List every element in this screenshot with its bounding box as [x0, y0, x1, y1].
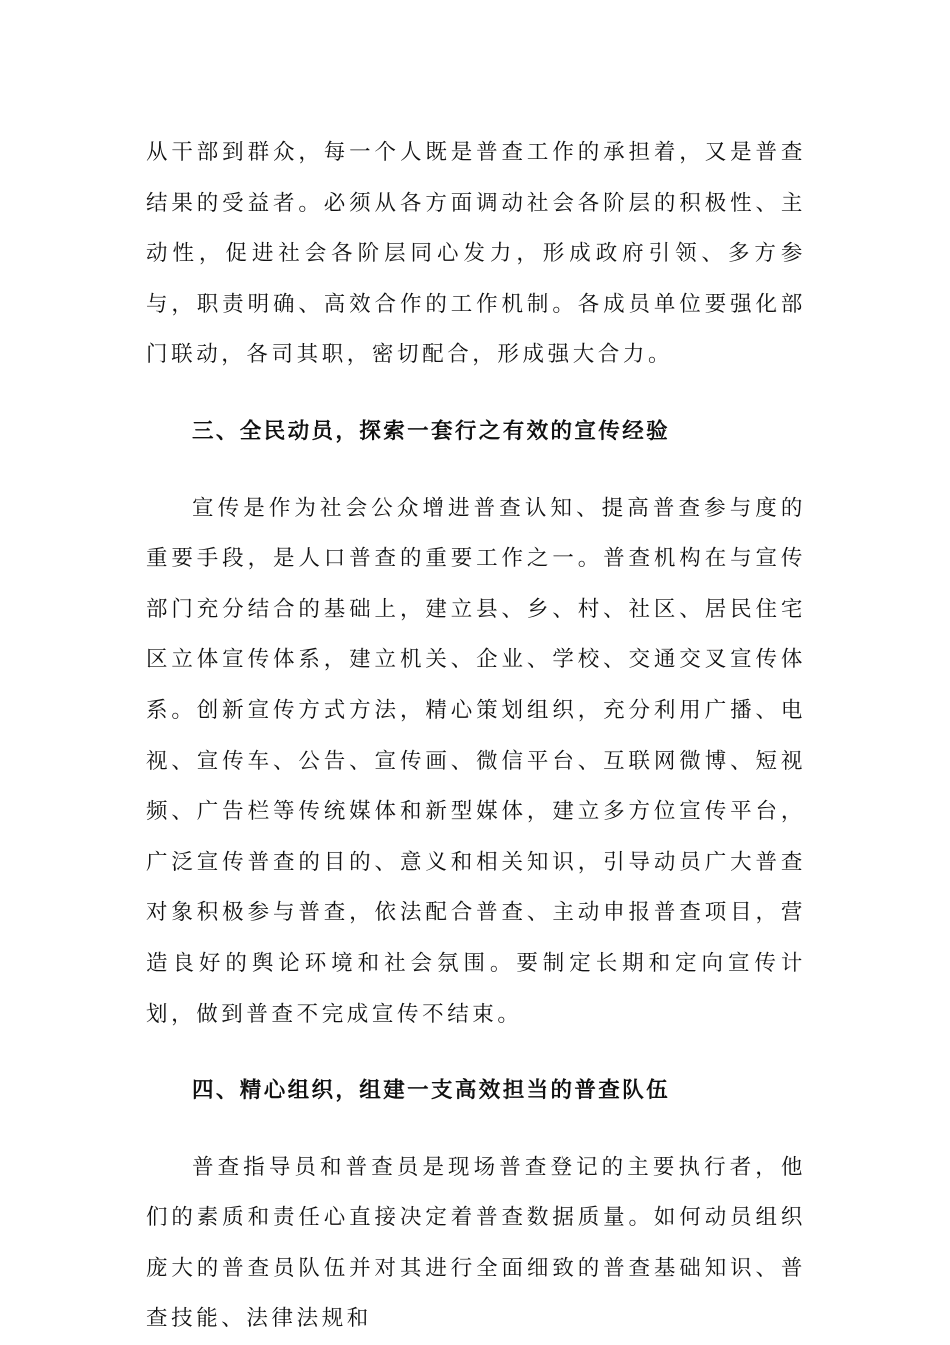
section-4-paragraph: 普查指导员和普查员是现场普查登记的主要执行者，他们的素质和责任心直接决定着普查数据质量。如何动员组织庞大的普查员队伍并对其进行全面细致的普查基础知识、普查技能、法律法规和 — [146, 1154, 806, 1332]
section-heading-4: 四、精心组织，组建一支高效担当的普查队伍 — [192, 1078, 671, 1104]
section-heading-3: 三、全民动员，探索一套行之有效的宣传经验 — [192, 418, 671, 444]
section-3-paragraph: 宣传是作为社会公众增进普查认知、提高普查参与度的重要手段，是人口普查的重要工作之一。普查机构在与宣传部门充分结合的基础上，建立县、乡、村、社区、居民住宅区立体宣传体系，建立机关、企业、学校、交通交叉宣传体系。创新宣传方式方法，精心策划组织，充分利用广播、电视、宣传车、公告、宣传画、微信平台、互联网微博、短视频、广告栏等传统媒体和新型媒体，建立多方位宣传平台，广泛宣传普查的目的、意义和相关知识，引导动员广大普查对象积极参与普查，依法配合普查、主动申报普查项目，营造良好的舆论环境和社会氛围。要制定长期和定向宣传计划，做到普查不完成宣传不结束。 — [146, 495, 806, 1027]
document-body — [146, 128, 806, 1345]
paragraph-continuation: 从干部到群众，每一个人既是普查工作的承担着，又是普查结果的受益者。必须从各方面调动社会各阶层的积极性、主动性，促进社会各阶层同心发力，形成政府引领、多方参与，职责明确、高效合作的工作机制。各成员单位要强化部门联动，各司其职，密切配合，形成强大合力。 — [146, 140, 806, 368]
